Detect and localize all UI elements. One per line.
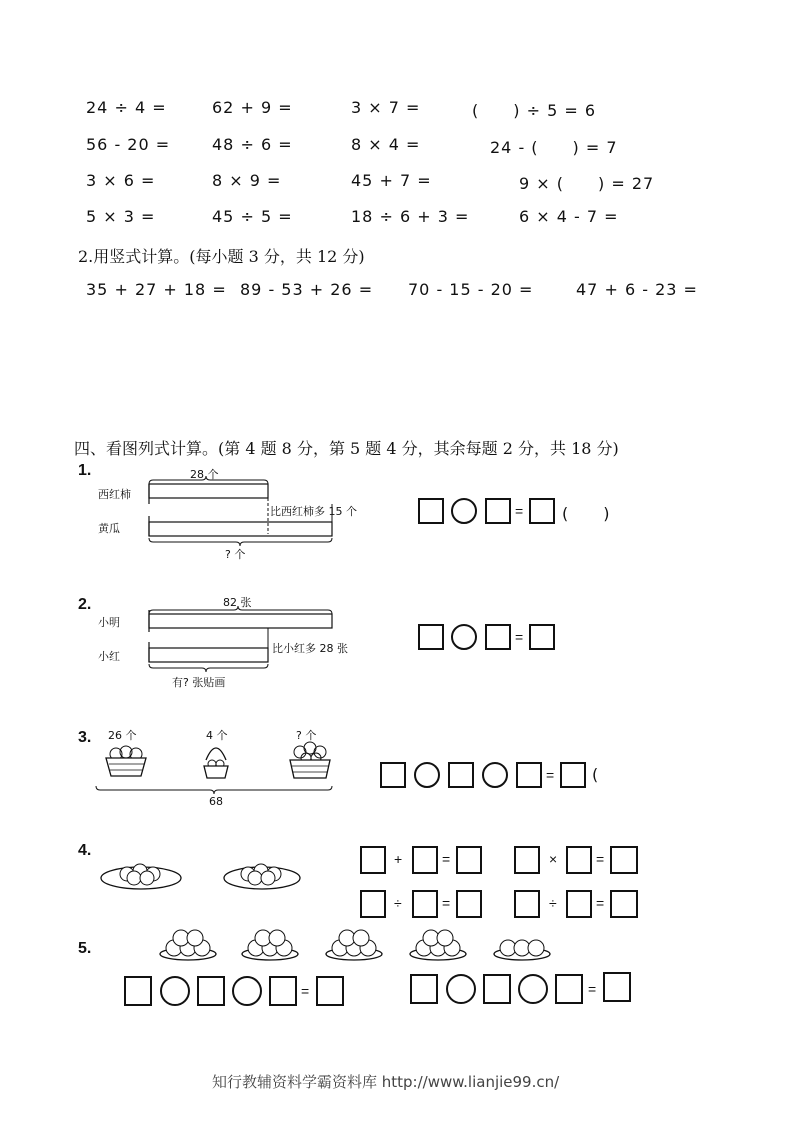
row-label: 黄瓜	[98, 522, 120, 535]
plates-of-buns-picture	[100, 856, 300, 896]
equals-sign: =	[546, 767, 555, 783]
row-label: 小明	[98, 616, 120, 629]
equation: 3 × 6 =	[86, 171, 156, 190]
answer-box[interactable]	[456, 846, 482, 874]
answer-box[interactable]	[566, 846, 592, 874]
unit-paren: (	[592, 765, 600, 784]
answer-box[interactable]	[410, 974, 438, 1004]
answer-box[interactable]	[412, 846, 438, 874]
question-number: 3.	[78, 729, 92, 746]
answer-box[interactable]	[380, 762, 406, 788]
question-number: 2.	[78, 596, 92, 613]
divide-sign: ÷	[394, 895, 402, 911]
footer-watermark: 知行教辅资料学霸资料库 http://www.lianjie99.cn/	[212, 1073, 560, 1091]
answer-box[interactable]	[610, 846, 638, 874]
row-label: 小红	[98, 650, 120, 663]
bar-diagram	[140, 474, 340, 554]
question-number: 1.	[78, 462, 92, 479]
equation: 6 × 4 - 7 =	[519, 207, 619, 226]
divide-sign: ÷	[549, 895, 557, 911]
plate-icon	[101, 864, 181, 889]
basket-label: 26 个	[108, 729, 137, 742]
basket-icon	[290, 742, 330, 778]
plate-icon	[160, 930, 216, 960]
plate-icon	[326, 930, 382, 960]
apple-baskets-picture	[94, 740, 344, 796]
answer-box[interactable]	[514, 890, 540, 918]
plate-icon	[242, 930, 298, 960]
bar-label-top: 28 个	[190, 468, 219, 481]
answer-box[interactable]	[316, 976, 344, 1006]
equation: 5 × 3 =	[86, 207, 156, 226]
answer-box[interactable]	[197, 976, 225, 1006]
answer-box[interactable]	[448, 762, 474, 788]
equation: 9 × ( ) = 27	[519, 174, 655, 193]
operator-circle[interactable]	[160, 976, 190, 1006]
vertical-item: 35 + 27 + 18 =	[86, 280, 227, 299]
equation: 48 ÷ 6 =	[212, 135, 293, 154]
answer-box[interactable]	[516, 762, 542, 788]
vertical-item: 47 + 6 - 23 =	[576, 280, 698, 299]
question-number: 5.	[78, 940, 92, 957]
operator-circle[interactable]	[518, 974, 548, 1004]
operator-circle[interactable]	[482, 762, 508, 788]
operator-circle[interactable]	[451, 498, 477, 524]
section-heading: 2.用竖式计算。(每小题 3 分，共 12 分)	[78, 247, 365, 266]
answer-box[interactable]	[269, 976, 297, 1006]
bar-label-difference: 比西红柿多 15 个	[270, 505, 357, 518]
basket-label: 4 个	[206, 729, 228, 742]
bar-label-bottom: 有? 张贴画	[172, 676, 226, 689]
equals-sign: =	[515, 503, 524, 519]
basket-icon	[204, 748, 228, 778]
operator-circle[interactable]	[451, 624, 477, 650]
basket-icon	[106, 746, 146, 776]
answer-box[interactable]	[555, 974, 583, 1004]
equals-sign: =	[596, 895, 605, 911]
answer-box[interactable]	[529, 624, 555, 650]
equation: 18 ÷ 6 + 3 =	[351, 207, 470, 226]
answer-box[interactable]	[485, 624, 511, 650]
plate-icon	[410, 930, 466, 960]
row-label: 西红柿	[98, 488, 131, 501]
answer-box[interactable]	[514, 846, 540, 874]
equation: 45 + 7 =	[351, 171, 432, 190]
section-heading: 四、看图列式计算。(第 4 题 8 分，第 5 题 4 分，其余每题 2 分，共 18 分)	[74, 439, 619, 458]
answer-box[interactable]	[560, 762, 586, 788]
equals-sign: =	[301, 983, 310, 999]
answer-box[interactable]	[485, 498, 511, 524]
plate-icon	[494, 940, 550, 960]
answer-box[interactable]	[566, 890, 592, 918]
equals-sign: =	[596, 851, 605, 867]
equals-sign: =	[442, 851, 451, 867]
equation: 3 × 7 =	[351, 98, 421, 117]
answer-box[interactable]	[418, 624, 444, 650]
operator-circle[interactable]	[446, 974, 476, 1004]
answer-box[interactable]	[456, 890, 482, 918]
answer-box[interactable]	[483, 974, 511, 1004]
equation: 8 × 4 =	[351, 135, 421, 154]
equals-sign: =	[588, 981, 597, 997]
equation: 56 - 20 =	[86, 135, 171, 154]
answer-box[interactable]	[124, 976, 152, 1006]
basket-label: ? 个	[296, 729, 317, 742]
bar-label-difference: 比小红多 28 张	[272, 642, 348, 655]
answer-box[interactable]	[360, 846, 386, 874]
unit-paren: ( )	[562, 504, 611, 523]
plates-of-fruit-picture	[158, 926, 558, 966]
plate-icon	[224, 864, 300, 889]
total-label: 68	[209, 795, 223, 808]
answer-box[interactable]	[412, 890, 438, 918]
equation: 45 ÷ 5 =	[212, 207, 293, 226]
operator-circle[interactable]	[232, 976, 262, 1006]
answer-box[interactable]	[610, 890, 638, 918]
bar-label-top: 82 张	[223, 596, 252, 609]
plus-sign: +	[394, 851, 403, 867]
bar-diagram	[140, 602, 340, 677]
operator-circle[interactable]	[414, 762, 440, 788]
question-number: 4.	[78, 842, 92, 859]
vertical-item: 89 - 53 + 26 =	[240, 280, 374, 299]
equation: 62 + 9 =	[212, 98, 293, 117]
answer-box[interactable]	[418, 498, 444, 524]
equation: 24 - ( ) = 7	[490, 138, 618, 157]
equation: 8 × 9 =	[212, 171, 282, 190]
equation: ( ) ÷ 5 = 6	[472, 101, 597, 120]
answer-box[interactable]	[529, 498, 555, 524]
equals-sign: =	[515, 629, 524, 645]
vertical-item: 70 - 15 - 20 =	[408, 280, 534, 299]
answer-box[interactable]	[603, 972, 631, 1002]
answer-box[interactable]	[360, 890, 386, 918]
equals-sign: =	[442, 895, 451, 911]
times-sign: ×	[549, 851, 558, 867]
bar-label-bottom: ? 个	[225, 548, 246, 561]
equation: 24 ÷ 4 =	[86, 98, 167, 117]
